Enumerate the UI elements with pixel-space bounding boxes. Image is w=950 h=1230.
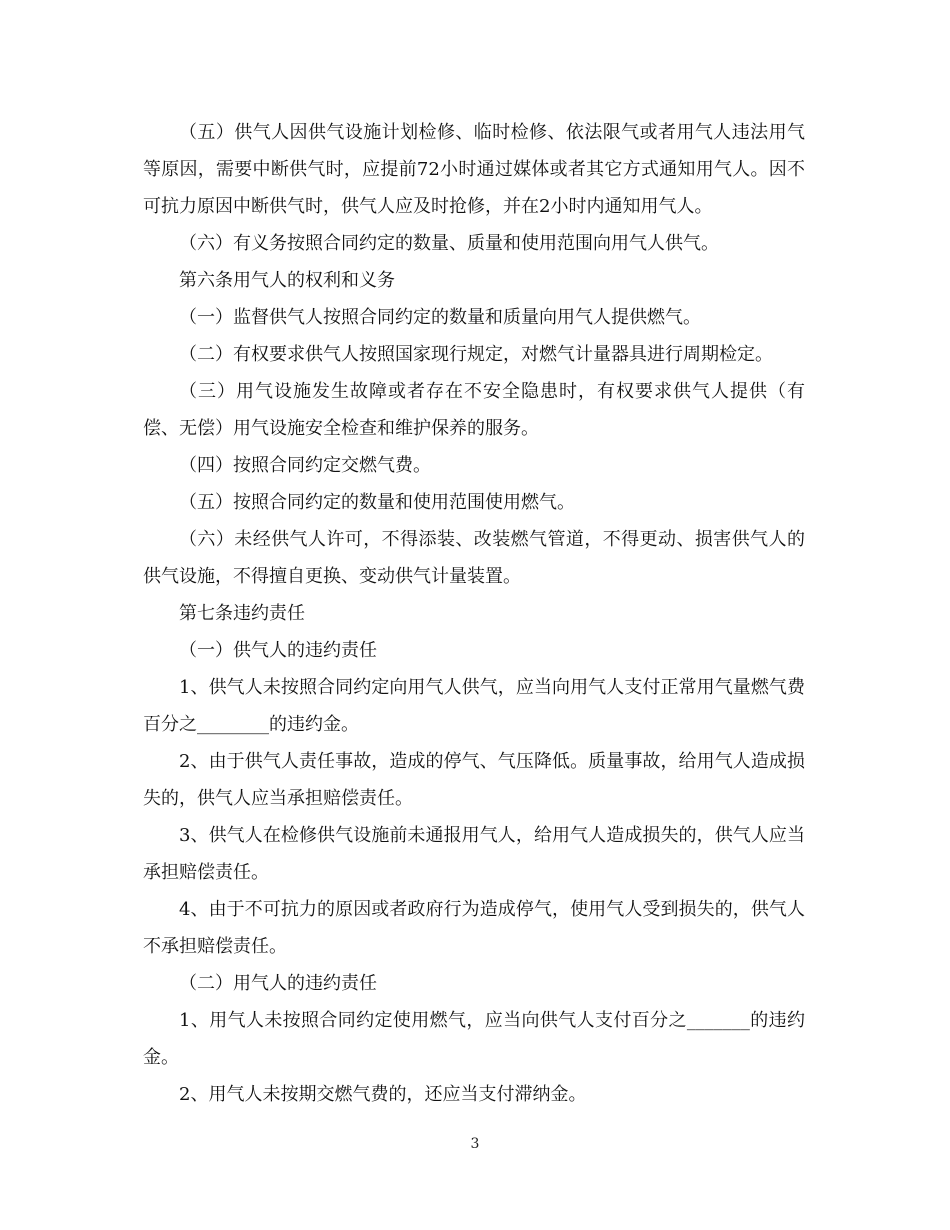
paragraph-user-liability-1: 1、用气人未按照合同约定使用燃气，应当向供气人支付百分之_______的违约金。 bbox=[143, 1010, 805, 1068]
page-number: 3 bbox=[470, 1136, 480, 1152]
paragraph-supplier-liability-3: 3、供气人在检修供气设施前未通报用气人，给用气人造成损失的，供气人应当承担赔偿责任。 bbox=[143, 825, 805, 883]
section-heading-article-7: 第七条违约责任 bbox=[179, 603, 305, 624]
subheading-user-liability: （二）用气人的违约责任 bbox=[179, 973, 377, 994]
paragraph-user-right-3: （三）用气设施发生故障或者存在不安全隐患时，有权要求供气人提供（有偿、无偿）用气设施安全检查和维护保养的服务。 bbox=[143, 381, 805, 439]
paragraph-supplier-liability-1: 1、供气人未按照合同约定向用气人供气，应当向用气人支付正常用气量燃气费百分之________的违约金。 bbox=[143, 677, 805, 735]
paragraph-user-right-2: （二）有权要求供气人按照国家现行规定，对燃气计量器具进行周期检定。 bbox=[179, 344, 773, 365]
paragraph-supplier-liability-2: 2、由于供气人责任事故，造成的停气、气压降低。质量事故，给用气人造成损失的，供气人应当承担赔偿责任。 bbox=[143, 751, 805, 809]
paragraph-user-liability-2: 2、用气人未按期交燃气费的，还应当支付滞纳金。 bbox=[179, 1084, 587, 1105]
section-heading-article-6: 第六条用气人的权利和义务 bbox=[179, 270, 395, 291]
paragraph-supplier-duty-5: （五）供气人因供气设施计划检修、临时检修、依法限气或者用气人违法用气等原因，需要中断供气时，应提前72小时通过媒体或者其它方式通知用气人。因不可抗力原因中断供气时，供气人应及时抢修，并在2小时内通知用气人。 bbox=[143, 122, 805, 217]
paragraph-user-duty-4: （四）按照合同约定交燃气费。 bbox=[179, 455, 431, 476]
paragraph-supplier-liability-4: 4、由于不可抗力的原因或者政府行为造成停气，使用气人受到损失的，供气人不承担赔偿责任。 bbox=[143, 899, 805, 957]
document-body bbox=[143, 114, 805, 1113]
paragraph-user-right-1: （一）监督供气人按照合同约定的数量和质量向用气人提供燃气。 bbox=[179, 307, 701, 328]
paragraph-supplier-duty-6: （六）有义务按照合同约定的数量、质量和使用范围向用气人供气。 bbox=[179, 233, 719, 254]
paragraph-user-duty-6: （六）未经供气人许可，不得添装、改装燃气管道，不得更动、损害供气人的供气设施，不得擅自更换、变动供气计量装置。 bbox=[143, 529, 805, 587]
paragraph-user-duty-5: （五）按照合同约定的数量和使用范围使用燃气。 bbox=[179, 492, 575, 513]
subheading-supplier-liability: （一）供气人的违约责任 bbox=[179, 640, 377, 661]
